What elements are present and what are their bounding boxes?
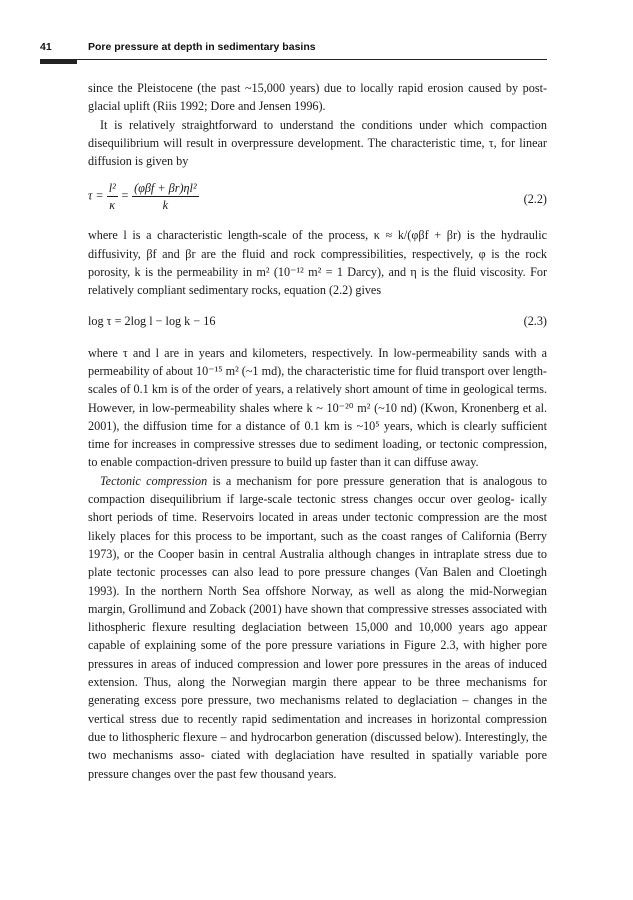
text-line: over length-scales of 0.1 km is of the order of years, a relatively short amount of time in: [88, 363, 547, 397]
text-line: sediment loading, or tectonic compression, to enable compaction-driven pressure to: [88, 437, 548, 470]
eq-fraction-2: [132, 180, 199, 213]
text-line: ically short periods of time. Reservoirs located in areas under tectonic compression: [88, 492, 547, 525]
eq-fraction-1: [107, 180, 118, 213]
eq-equals: =: [120, 188, 130, 203]
eq-expression: log τ = 2log l − log k − 16: [88, 313, 216, 328]
eq-numerator-1: l²: [108, 181, 116, 196]
header-tab-block: [40, 59, 77, 64]
text-line: ciated with deglaciation have resulted in spatially variable pore pressure changes over: [88, 748, 547, 781]
text-line: and hydrocarbon generation (discussed below). Interestingly, the two mechanisms asso-: [88, 729, 547, 763]
text-line: For relatively compliant sedimentary rocks, equation (2.2) gives: [88, 265, 548, 298]
text-line: variations in Figure 2.3, with higher pore pressures in areas of induced compression: [88, 638, 548, 671]
eq-denominator-2: k: [162, 198, 169, 213]
text-line: intraplate stress due to plate tectonic processes can also lead to pore pressure changes: [88, 546, 547, 580]
text-line: to compaction disequilibrium if large-scale tectonic stress changes occur over geolog-: [88, 473, 547, 507]
paragraph-1: [88, 79, 547, 116]
text-line: 15,000 and 10,000 years ago appear capable of explaining some of the pore pressure: [88, 620, 548, 653]
italic-lead-term: Tectonic compression: [100, 473, 208, 488]
text-line: since the Pleistocene (the past ~15,000 years) due to locally rapid erosion caused by: [88, 81, 519, 95]
text-line: are the most likely places for this process to be important, such as the coast ranges of: [88, 510, 547, 543]
text-line: (Van Balen and Cloetingh 1993). In the northern North Sea offshore Norway, as well: [88, 565, 548, 598]
eq-denominator-1: κ: [109, 198, 116, 213]
page-number: 41: [40, 41, 52, 53]
text-line: sedimentation and increases in horizontal compression due to lithospheric flexure –: [88, 711, 548, 744]
text-line: It is relatively straightforward to understand the conditions under which compaction: [100, 117, 547, 132]
text-line: years, which is clearly sufficient time for increases in compressive stresses due to: [88, 418, 548, 452]
text-line: a permeability of about 10⁻¹⁵ m² (~1 md), the characteristic time for fluid transport: [88, 345, 548, 378]
text-line: linear diffusion is given by: [88, 135, 547, 169]
equation-2-3: [88, 312, 547, 332]
text-line: geological terms. However, in low-permeability shales where k ~ 10⁻²⁰ m² (~10 nd): [88, 382, 548, 415]
text-line: where l is a characteristic length-scale of the process, κ ≈ k/(φβf + βr) is the hydraulic: [88, 228, 547, 243]
text-line: margin there appear to be three mechanisms for generating excess pore pressure, two: [88, 675, 547, 708]
equation-label: (2.2): [523, 192, 547, 207]
paragraph-3: [88, 226, 547, 299]
text-line: (Kwon, Kronenberg et al. 2001), the diffusion time for a distance of 0.1 km is ~10⁵: [88, 400, 548, 433]
equation-label: (2.3): [523, 313, 547, 328]
text-line: California (Berry 1973), or the Cooper basin in central Australia although changes in: [88, 528, 547, 561]
body-text: [88, 79, 547, 783]
text-line: disequilibrium will result in overpressure development. The characteristic time, τ, for: [88, 135, 516, 150]
paragraph-2: [88, 116, 547, 171]
text-line: porosity, k is the permeability in m² (10⁻¹² m² = 1 Darcy), and η is the fluid viscosity.: [88, 265, 526, 280]
text-line: mechanisms related to deglaciation – changes in the vertical stress due to recently rapid: [88, 693, 547, 726]
text-line: the past few thousand years.: [198, 766, 337, 781]
eq-lhs: τ =: [88, 188, 104, 203]
paragraph-4: [88, 344, 547, 472]
text-line: post-glacial uplift (Riis 1992; Dore and Jensen 1996).: [88, 81, 548, 114]
text-line: compressive stresses associated with lithospheric flexure resulting deglaciation between: [88, 601, 548, 635]
header-rule: [40, 59, 547, 60]
text-line: build up faster than it can diffuse away.: [286, 455, 479, 470]
equation-2-2: [88, 176, 547, 222]
running-header-title: Pore pressure at depth in sedimentary basins: [88, 41, 316, 53]
text-line: is a mechanism for pore pressure generation that is analogous: [207, 473, 533, 488]
text-line: and lower pore pressures in the areas of induced extension. Thus, along the Norwegian: [88, 656, 548, 690]
eq-numerator-2: (φβf + βr)ηl²: [134, 181, 197, 196]
text-line: as along the mid-Norwegian margin, Grollimund and Zoback (2001) have shown that: [88, 583, 547, 616]
paragraph-5: [88, 472, 547, 783]
text-line: diffusivity, βf and βr are the fluid and rock compressibilities, respectively, φ is the rock: [88, 246, 547, 261]
text-line: where τ and l are in years and kilometers, respectively. In low-permeability sands with: [88, 345, 537, 360]
